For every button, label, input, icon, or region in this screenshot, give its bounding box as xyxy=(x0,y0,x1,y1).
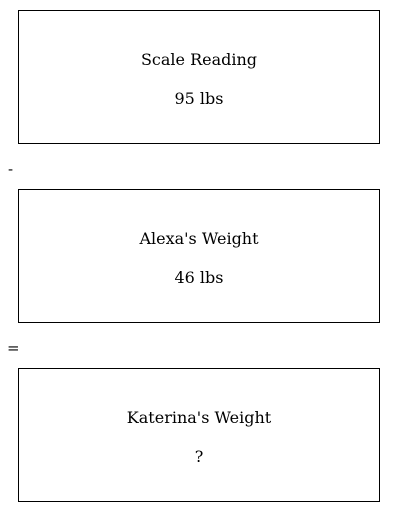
alexa-weight-title: Alexa's Weight xyxy=(139,229,259,248)
scale-reading-value: 95 lbs xyxy=(174,89,224,108)
minus-operator: - xyxy=(8,160,14,178)
katerina-weight-box xyxy=(18,368,380,502)
katerina-weight-value: ? xyxy=(194,447,204,466)
alexa-weight-value: 46 lbs xyxy=(174,268,224,287)
equals-operator: = xyxy=(7,339,20,357)
katerina-weight-title: Katerina's Weight xyxy=(126,408,272,427)
scale-reading-title: Scale Reading xyxy=(140,50,258,69)
scale-reading-box xyxy=(18,10,380,144)
alexa-weight-box xyxy=(18,189,380,323)
